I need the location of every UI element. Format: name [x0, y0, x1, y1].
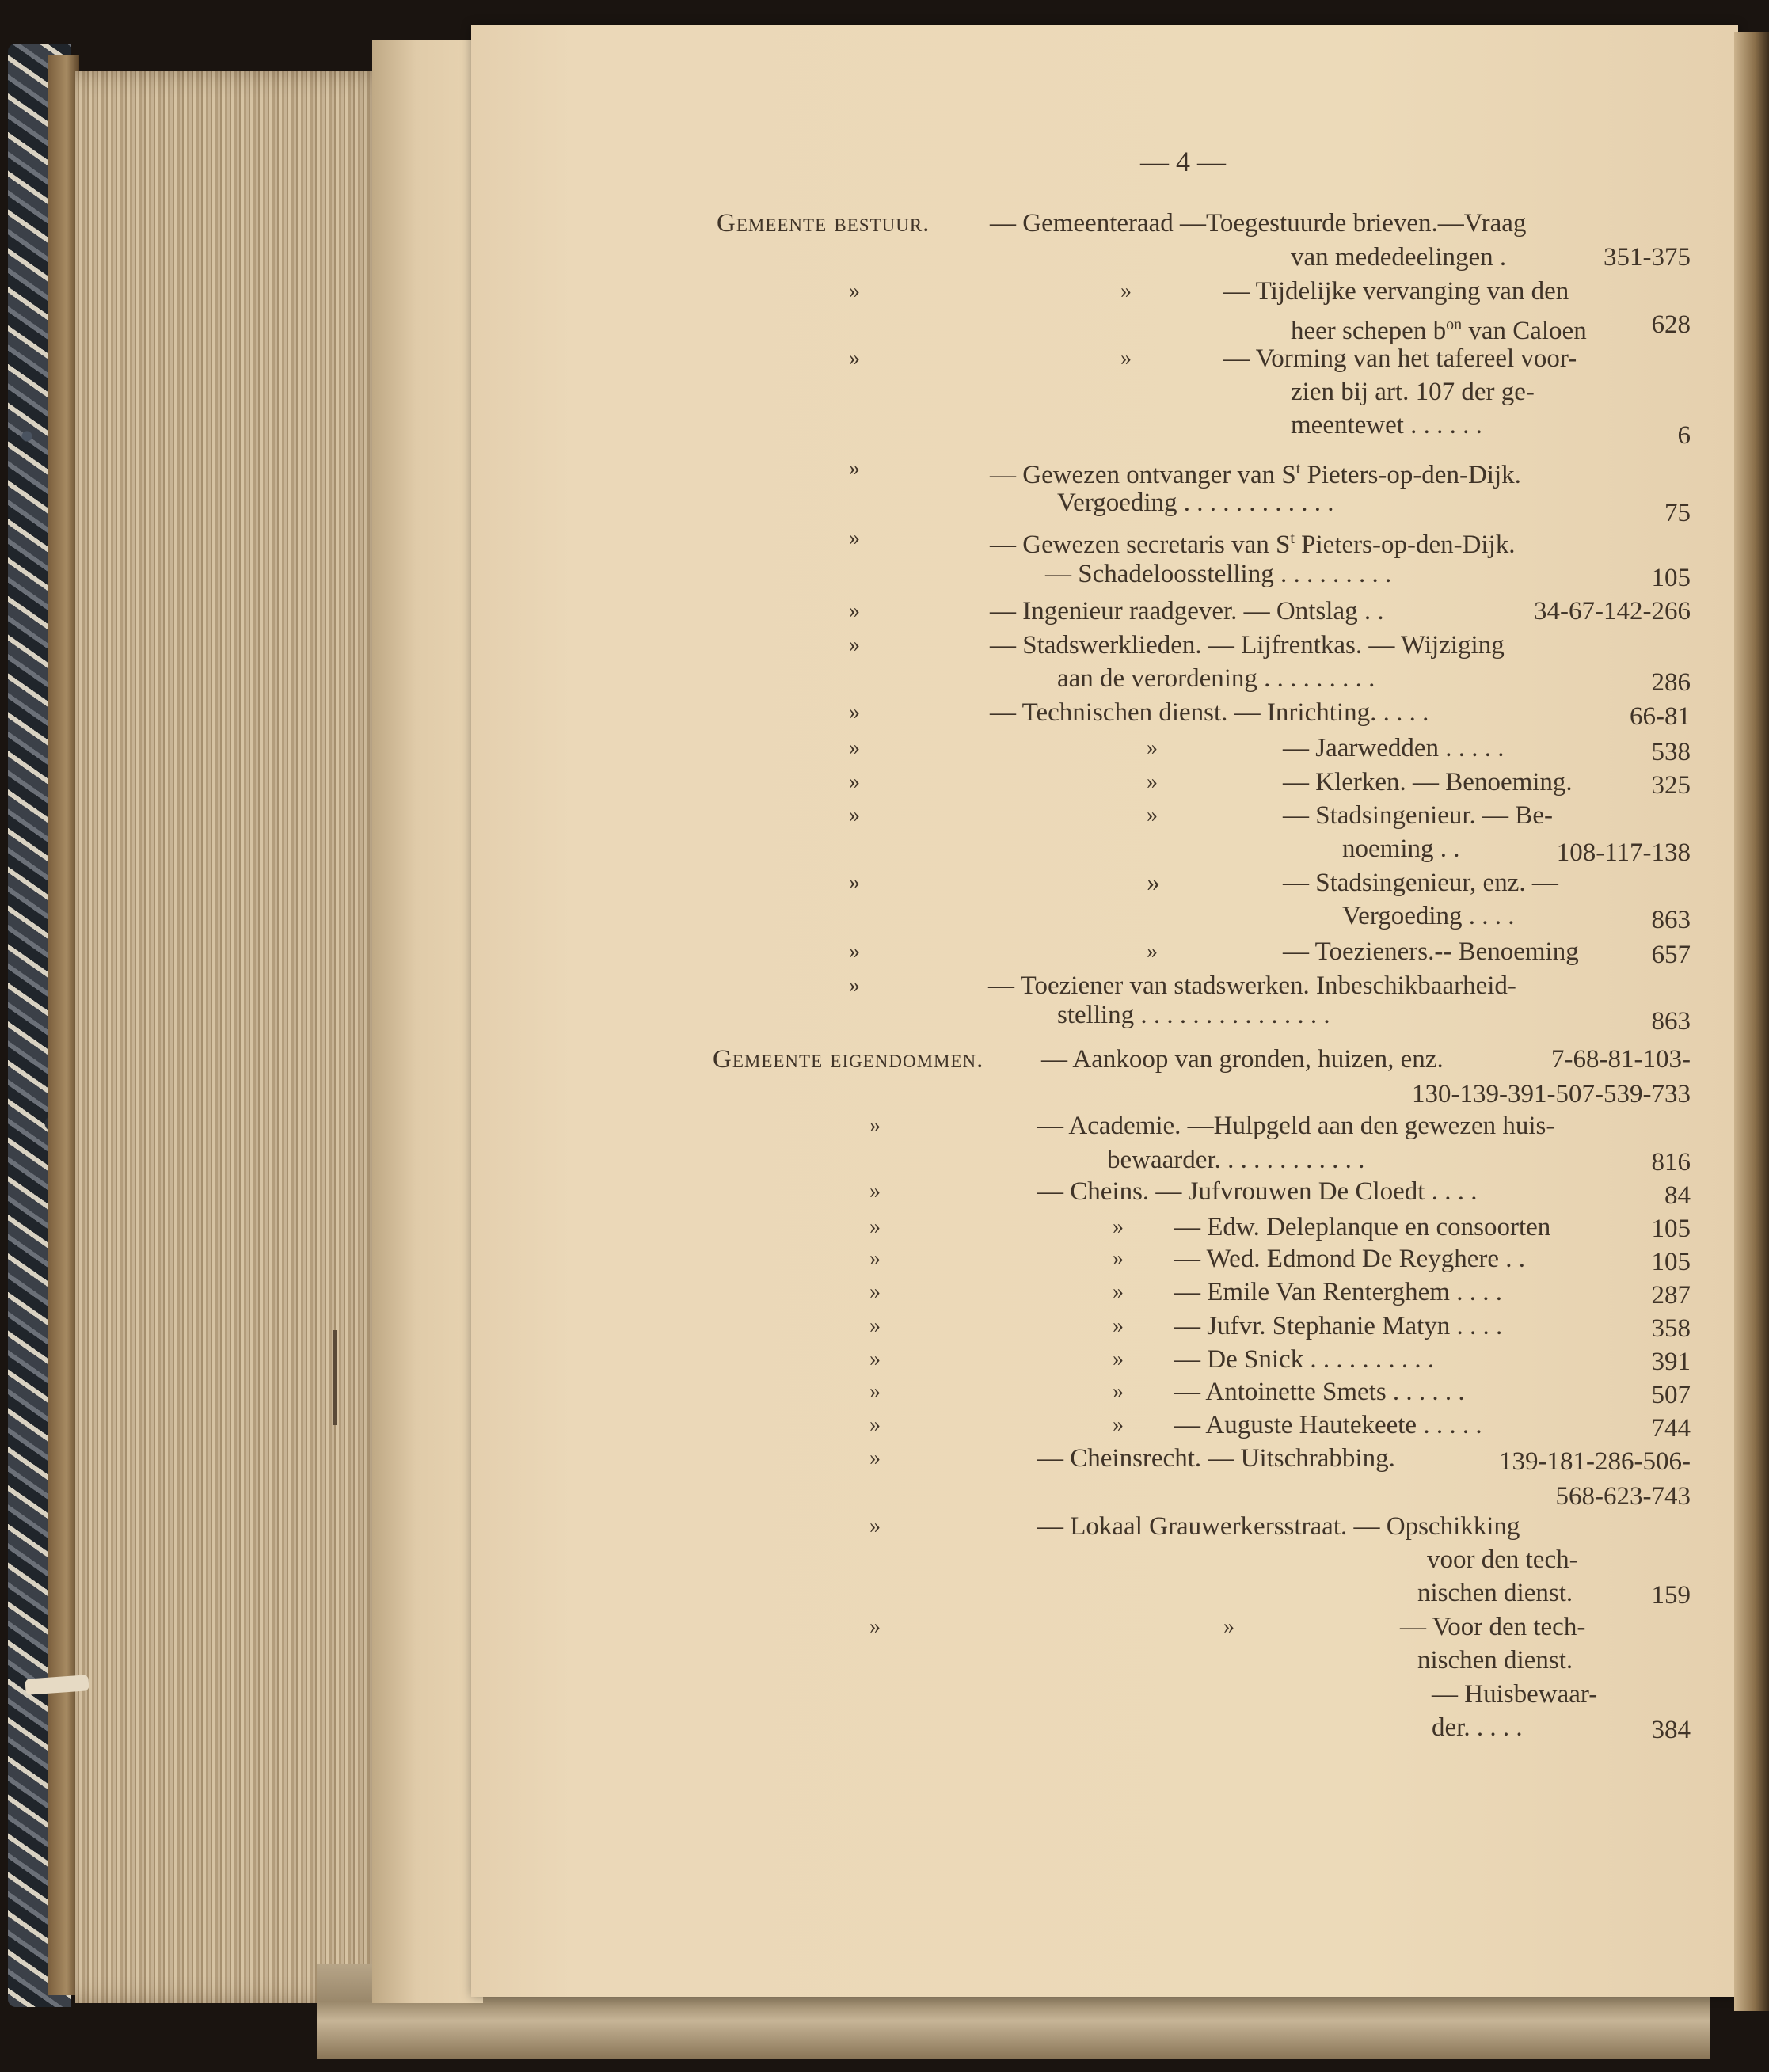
ditto-mark: » — [849, 346, 860, 371]
ditto-mark: » — [1113, 1347, 1124, 1371]
ditto-mark: » — [869, 1215, 881, 1239]
entry-line: — Tijdelijke vervanging van den — [1223, 277, 1569, 306]
ditto-mark: » — [869, 1347, 881, 1371]
page-ref: 105 — [1651, 1248, 1691, 1276]
page-ref: 105 — [1651, 1215, 1691, 1243]
entry-line: — Ingenieur raadgever. — Ontslag . . — [990, 597, 1384, 625]
page-ref: 657 — [1651, 941, 1691, 969]
entry-line: Vergoeding . . . . — [1342, 902, 1515, 930]
entry-line: — Stadswerklieden. — Lijfrentkas. — Wijziging — [990, 631, 1505, 660]
entry-line: — Toezieners.-- Benoeming — [1283, 937, 1579, 966]
entry-line: aan de verordening . . . . . . . . . — [1057, 664, 1375, 693]
ditto-mark: » — [869, 1246, 881, 1271]
ditto-mark: » — [869, 1279, 881, 1304]
entry-line: — Jaarwedden . . . . . — [1283, 734, 1505, 762]
page-gutter — [372, 40, 483, 2003]
entry-line: — Academie. —Hulpgeld aan den gewezen huis- — [1037, 1112, 1555, 1140]
page-ref: 816 — [1651, 1148, 1691, 1177]
entry-line: — Jufvr. Stephanie Matyn . . . . — [1174, 1312, 1503, 1340]
page-ref: 34-67-142-266 — [1534, 597, 1691, 625]
page-ref: 391 — [1651, 1348, 1691, 1376]
entry-line: nischen dienst. — [1417, 1646, 1573, 1675]
ditto-mark: » — [1113, 1246, 1124, 1271]
ditto-mark: » — [869, 1179, 881, 1203]
entry-line: heer schepen $b^{on}$ van Caloen — [1291, 316, 1587, 345]
ditto-mark: » — [849, 599, 860, 623]
entry-line: — Voor den tech- — [1400, 1613, 1586, 1641]
ditto-mark: » — [869, 1412, 881, 1437]
entry-line: — Huisbewaar- — [1432, 1680, 1598, 1709]
page-ref: 863 — [1651, 1007, 1691, 1036]
ditto-mark: » — [1147, 868, 1160, 897]
page-ref: 358 — [1651, 1314, 1691, 1343]
page-ref: 7-68-81-103- — [1551, 1045, 1691, 1074]
entry-line: — Stadsingenieur, enz. — — [1283, 869, 1558, 897]
ditto-mark: » — [849, 736, 860, 760]
entry-line: meentewet . . . . . . — [1291, 411, 1482, 439]
entry-line: — Technischen dienst. — Inrichting. . . . . — [990, 698, 1429, 727]
entry-line: — Cheins. — Jufvrouwen De Cloedt . . . . — [1037, 1177, 1478, 1206]
entry-line: nischen dienst. — [1417, 1579, 1573, 1607]
page-number: — 4 — — [1140, 146, 1226, 177]
book-cover-edge — [48, 55, 79, 1995]
page-ref: 325 — [1651, 771, 1691, 800]
ditto-mark: » — [869, 1614, 881, 1639]
ditto-mark: » — [1120, 346, 1132, 371]
ditto-mark: » — [1147, 770, 1158, 794]
ditto-mark: » — [849, 700, 860, 724]
entry-line: — Lokaal Grauwerkersstraat. — Opschikking — [1037, 1512, 1520, 1541]
entry-line: zien bij art. 107 der ge- — [1291, 378, 1535, 406]
ditto-mark: » — [1113, 1379, 1124, 1404]
ditto-mark: » — [849, 803, 860, 827]
entry-line: der. . . . . — [1432, 1713, 1523, 1742]
ditto-mark: » — [1113, 1279, 1124, 1304]
page-tab — [333, 1330, 337, 1425]
page-ref: 66-81 — [1630, 702, 1691, 731]
ditto-mark: » — [849, 939, 860, 964]
page-ref: 744 — [1651, 1414, 1691, 1443]
entry-line: — Antoinette Smets . . . . . . — [1174, 1378, 1465, 1406]
ditto-mark: » — [1120, 279, 1132, 303]
entry-line: — Aankoop van gronden, huizen, enz. — [1041, 1045, 1444, 1074]
entry-line: — Gemeenteraad —Toegestuurde brieven.—Vraag — [990, 209, 1527, 238]
ditto-mark: » — [1147, 736, 1158, 760]
entry-line: bewaarder. . . . . . . . . . . . — [1107, 1146, 1365, 1174]
entry-line: — Toeziener van stadswerken. Inbeschikbaarheid- — [988, 971, 1516, 1000]
page-ref: 568-623-743 — [1555, 1482, 1691, 1511]
entry-line: noeming . . — [1342, 835, 1460, 863]
page-ref: 507 — [1651, 1381, 1691, 1409]
entry-line: — Schadeloosstelling . . . . . . . . . — [1045, 560, 1392, 588]
entry-line: — Edw. Deleplanque en consoorten — [1174, 1213, 1551, 1241]
entry-line: — Gewezen secretaris van $S^t$ Pieters-op-den-Dijk. — [990, 530, 1516, 559]
page-ref: 6 — [1677, 421, 1691, 450]
page-ref: 384 — [1651, 1716, 1691, 1744]
ditto-mark: » — [869, 1379, 881, 1404]
entry-line: — Stadsingenieur. — Be- — [1283, 801, 1553, 830]
ditto-mark: » — [849, 526, 860, 550]
entry-line: — De Snick . . . . . . . . . . — [1174, 1345, 1435, 1374]
page-ref: 863 — [1651, 906, 1691, 934]
ditto-mark: » — [849, 633, 860, 657]
ditto-mark: » — [1147, 803, 1158, 827]
page-ref: 286 — [1651, 668, 1691, 697]
ditto-mark: » — [849, 770, 860, 794]
ditto-mark: » — [869, 1113, 881, 1138]
entry-line: — Auguste Hautekeete . . . . . — [1174, 1411, 1482, 1439]
ditto-mark: » — [849, 456, 860, 481]
entry-line: stelling . . . . . . . . . . . . . . . — [1057, 1001, 1330, 1029]
section-heading-eigendommen: Gemeente eigendommen. — [713, 1045, 984, 1074]
book-right-edge — [1734, 32, 1769, 2011]
page-stack — [75, 71, 392, 2003]
ditto-mark: » — [849, 973, 860, 998]
entry-line: — Emile Van Renterghem . . . . — [1174, 1278, 1502, 1306]
ditto-mark: » — [1113, 1412, 1124, 1437]
page-ref: 84 — [1664, 1181, 1691, 1210]
page-ref: 538 — [1651, 738, 1691, 766]
ditto-mark: » — [869, 1314, 881, 1338]
page-ref: 75 — [1664, 499, 1691, 527]
ditto-mark: » — [869, 1446, 881, 1470]
ditto-mark: » — [1113, 1314, 1124, 1338]
ditto-mark: » — [1223, 1614, 1234, 1639]
page-ref: 130-139-391-507-539-733 — [1412, 1080, 1691, 1108]
entry-line: — Klerken. — Benoeming. — [1283, 768, 1573, 796]
entry-line: van mededeelingen . — [1291, 243, 1507, 272]
page-ref: 105 — [1651, 564, 1691, 592]
section-heading-bestuur: Gemeente bestuur. — [717, 209, 930, 238]
page-ref: 108-117-138 — [1556, 838, 1691, 867]
entry-line: — Cheinsrecht. — Uitschrabbing. — [1037, 1444, 1395, 1473]
entry-line: voor den tech- — [1427, 1545, 1578, 1574]
entry-line: — Wed. Edmond De Reyghere . . — [1174, 1245, 1526, 1273]
entry-line: Vergoeding . . . . . . . . . . . . — [1057, 489, 1334, 517]
page-ref: 159 — [1651, 1581, 1691, 1610]
entry-line: — Vorming van het tafereel voor- — [1223, 344, 1577, 373]
page-ref: 287 — [1651, 1281, 1691, 1310]
ditto-mark: » — [1113, 1215, 1124, 1239]
ditto-mark: » — [849, 870, 860, 895]
ditto-mark: » — [869, 1514, 881, 1538]
page-ref: 628 — [1651, 310, 1691, 339]
entry-line: — Gewezen ontvanger van $S^t$ Pieters-op-den-Dijk. — [990, 460, 1521, 489]
page-ref: 351-375 — [1604, 243, 1691, 272]
page-ref: 139-181-286-506- — [1499, 1447, 1691, 1476]
ditto-mark: » — [849, 279, 860, 303]
ditto-mark: » — [1147, 939, 1158, 964]
